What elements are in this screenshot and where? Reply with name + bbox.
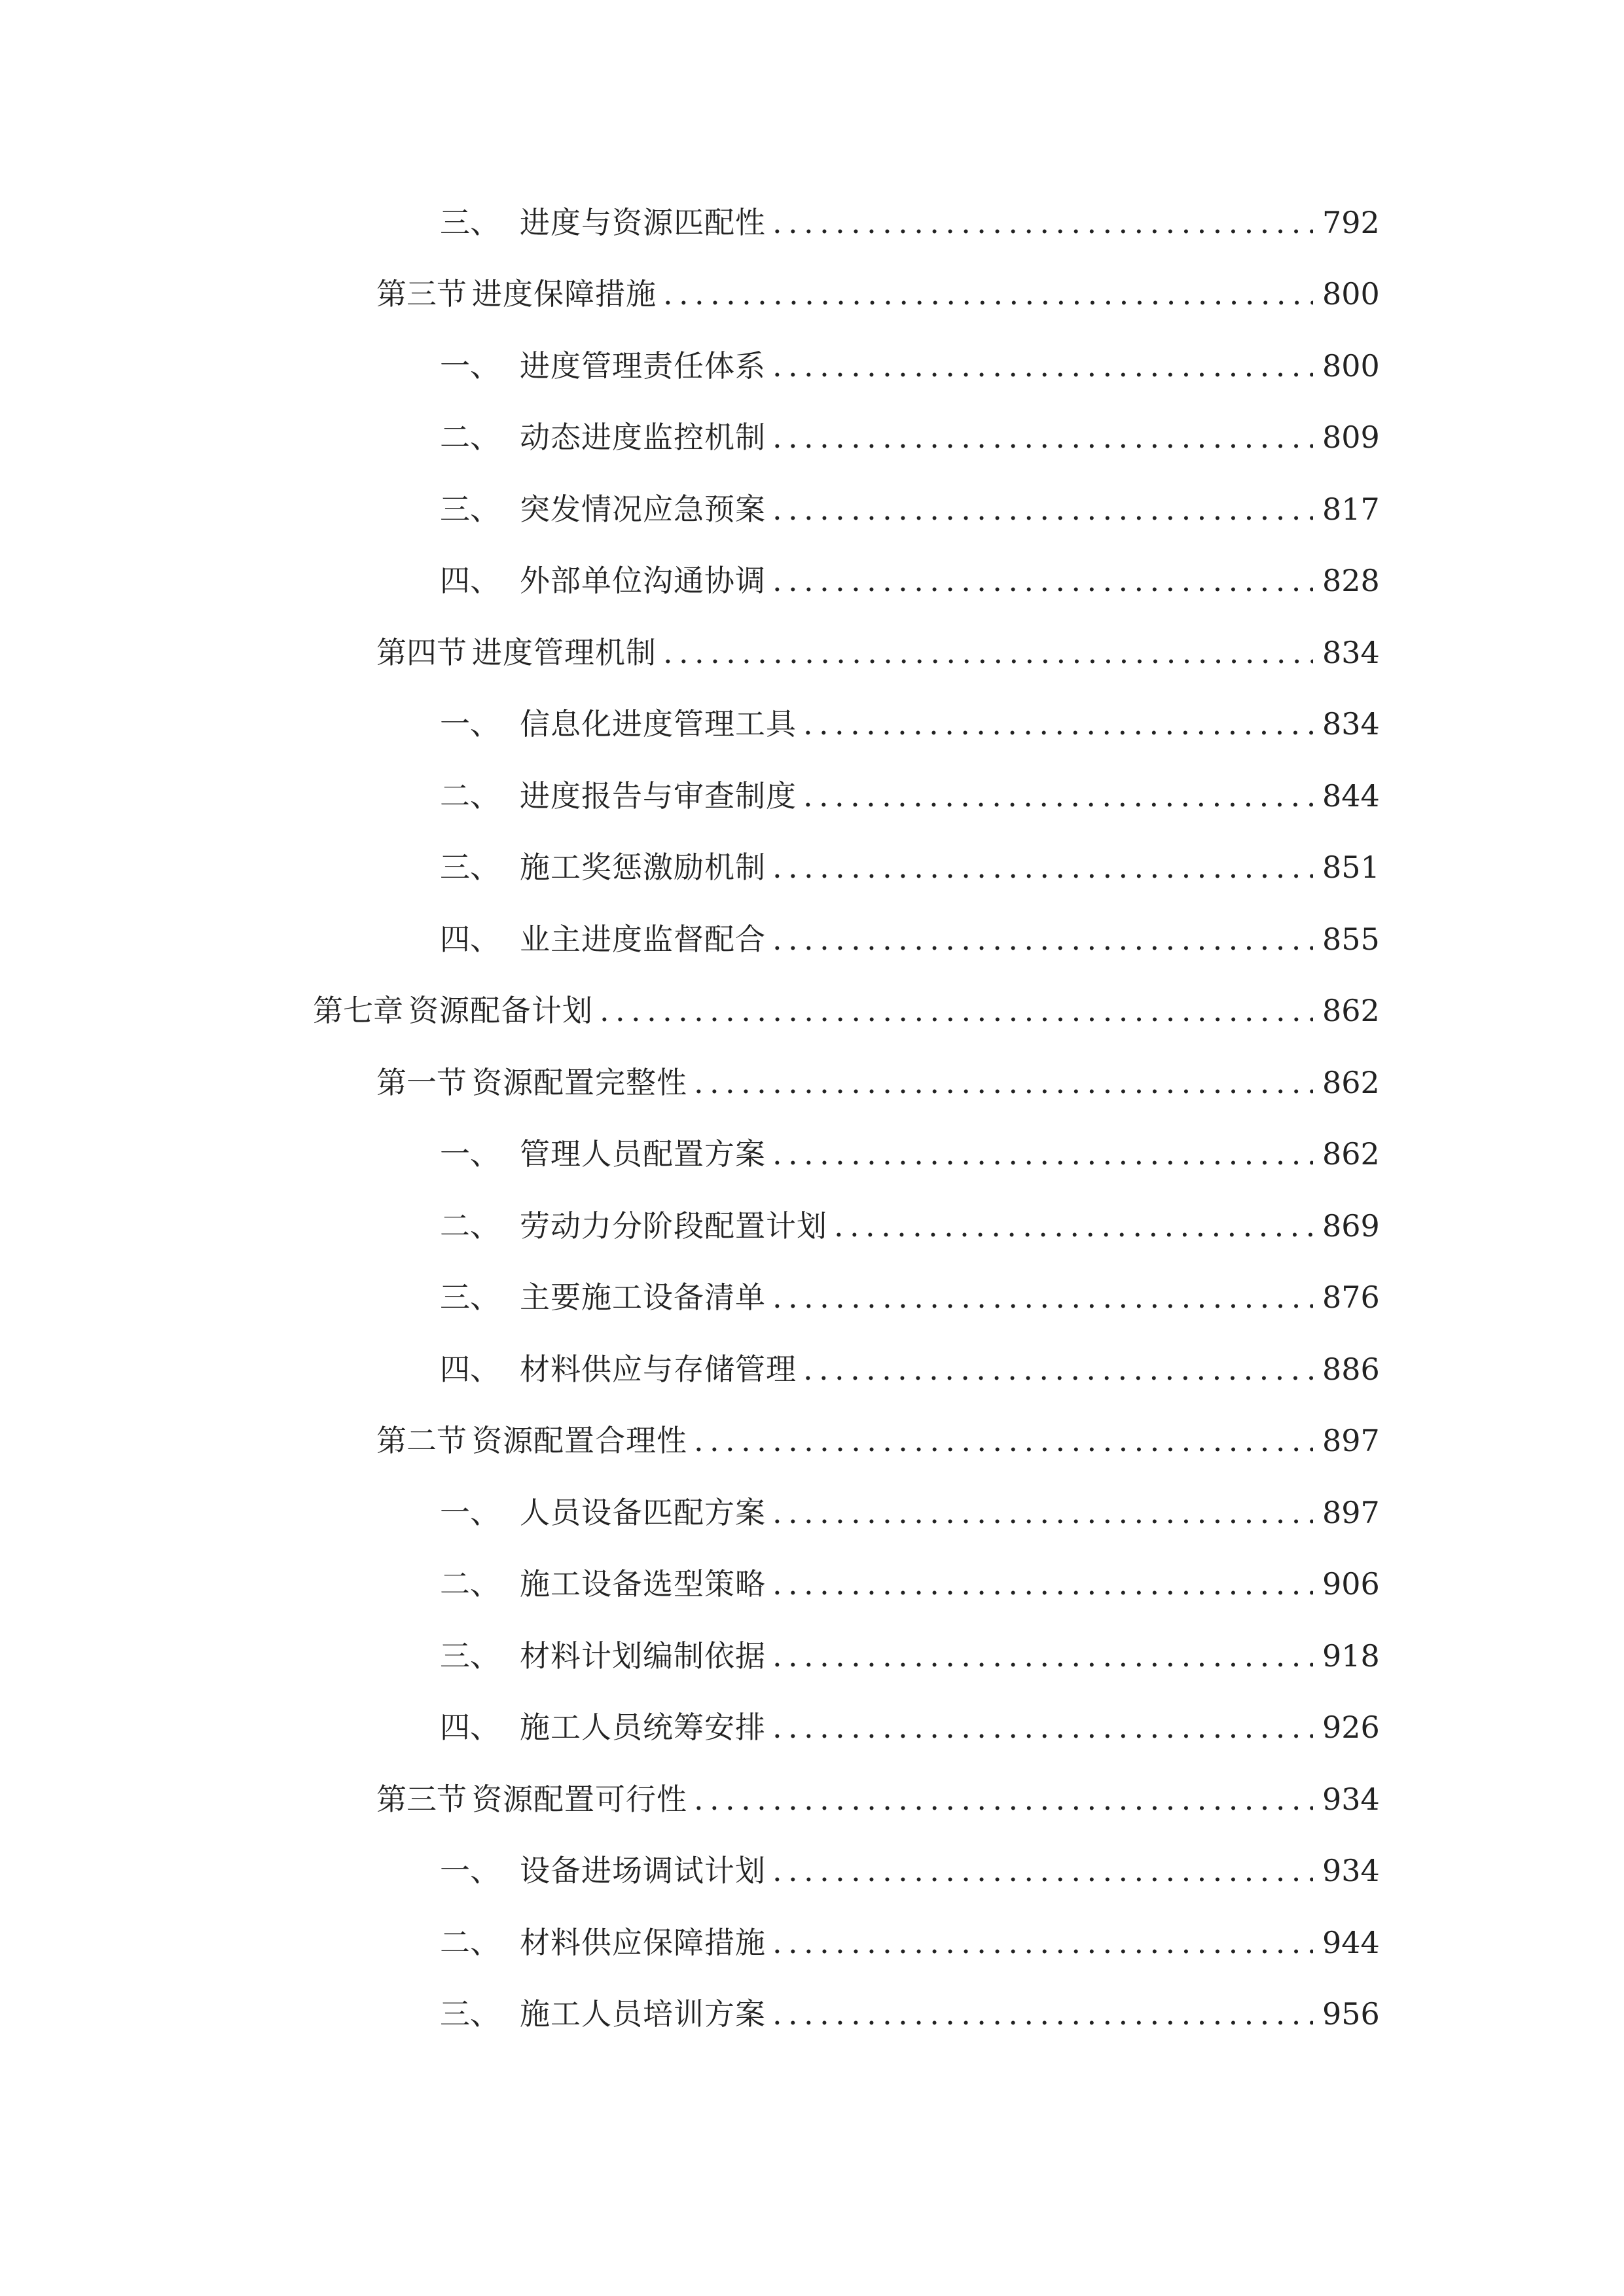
toc-entry-16[interactable] — [0, 1262, 1624, 1334]
toc-entry-23[interactable] — [0, 1763, 1624, 1835]
toc-entry-18[interactable] — [0, 1405, 1624, 1477]
toc-entry-text — [440, 921, 766, 957]
toc-dot-leader — [772, 565, 1313, 596]
toc-entry-13[interactable] — [0, 1047, 1624, 1119]
toc-dot-leader — [772, 422, 1313, 452]
toc-entry-text — [440, 420, 766, 456]
toc-dot-leader — [694, 1784, 1313, 1814]
toc-entry-title: 资源配置可行性 — [472, 1781, 687, 1817]
toc-entry-number: 四、 — [440, 1710, 500, 1746]
toc-entry-text — [440, 1494, 766, 1530]
toc-entry-8[interactable] — [0, 689, 1624, 761]
toc-entry-number: 三、 — [440, 1280, 500, 1316]
toc-dot-leader — [772, 1139, 1313, 1169]
toc-entry-22[interactable] — [0, 1692, 1624, 1764]
toc-dot-leader — [694, 1426, 1313, 1456]
toc-dot-leader — [772, 1928, 1313, 1958]
toc-entry-number: 三、 — [440, 204, 500, 240]
toc-entry-title: 管理人员配置方案 — [520, 1136, 766, 1172]
toc-entry-12[interactable] — [0, 975, 1624, 1047]
toc-dot-leader — [772, 494, 1313, 524]
toc-entry-page-number: 809 — [1322, 420, 1380, 456]
toc-entry-7[interactable] — [0, 617, 1624, 689]
toc-dot-leader — [772, 1712, 1313, 1742]
toc-entry-title: 材料计划编制依据 — [520, 1638, 766, 1674]
toc-entry-page-number: 844 — [1322, 778, 1380, 814]
toc-entry-number: 二、 — [440, 1924, 500, 1960]
toc-entry-5[interactable] — [0, 473, 1624, 545]
toc-entry-page-number: 934 — [1322, 1781, 1380, 1817]
toc-entry-17[interactable] — [0, 1333, 1624, 1405]
toc-dot-leader — [772, 1569, 1313, 1599]
toc-entry-title: 外部单位沟通协调 — [520, 563, 766, 599]
toc-entry-title: 资源配置完整性 — [472, 1064, 687, 1100]
toc-dot-leader — [772, 1498, 1313, 1528]
toc-entry-26[interactable] — [0, 1979, 1624, 2051]
toc-entry-text — [440, 1208, 827, 1244]
toc-entry-title: 人员设备匹配方案 — [520, 1494, 766, 1530]
toc-dot-leader — [803, 781, 1313, 811]
toc-entry-text — [440, 1924, 766, 1960]
toc-entry-title: 突发情况应急预案 — [520, 491, 766, 527]
toc-entry-number: 第四节 — [376, 634, 467, 670]
toc-dot-leader — [803, 1354, 1313, 1384]
toc-entry-title: 设备进场调试计划 — [520, 1853, 766, 1889]
toc-entry-text — [376, 1064, 687, 1100]
toc-entry-page-number: 926 — [1322, 1710, 1380, 1746]
toc-entry-title: 施工人员培训方案 — [520, 1996, 766, 2032]
toc-entry-title: 进度管理责任体系 — [520, 348, 766, 384]
toc-entry-number: 第一节 — [376, 1064, 467, 1100]
toc-entry-page-number: 897 — [1322, 1423, 1380, 1459]
toc-entry-title: 施工设备选型策略 — [520, 1566, 766, 1602]
toc-entry-page-number: 862 — [1322, 1136, 1380, 1172]
toc-entry-number: 四、 — [440, 563, 500, 599]
toc-dot-leader — [772, 1856, 1313, 1886]
toc-entry-title: 材料供应保障措施 — [520, 1924, 766, 1960]
toc-entry-text — [440, 563, 766, 599]
toc-entry-page-number: 869 — [1322, 1208, 1380, 1244]
toc-entry-page-number: 897 — [1322, 1494, 1380, 1530]
toc-entry-page-number: 851 — [1322, 850, 1380, 886]
toc-entry-text — [440, 850, 766, 886]
toc-entry-number: 二、 — [440, 420, 500, 456]
toc-entry-title: 动态进度监控机制 — [520, 420, 766, 456]
toc-dot-leader — [772, 207, 1313, 238]
toc-entry-page-number: 956 — [1322, 1996, 1380, 2032]
toc-entry-number: 三、 — [440, 850, 500, 886]
toc-entry-19[interactable] — [0, 1477, 1624, 1549]
toc-entry-text — [440, 1710, 766, 1746]
toc-dot-leader — [803, 709, 1313, 739]
toc-entry-title: 施工奖惩激励机制 — [520, 850, 766, 886]
toc-dot-leader — [834, 1211, 1313, 1241]
table-of-contents — [0, 187, 1624, 2050]
toc-entry-6[interactable] — [0, 545, 1624, 617]
toc-dot-leader — [772, 852, 1313, 882]
toc-entry-text — [440, 1638, 766, 1674]
toc-entry-number: 一、 — [440, 706, 500, 742]
toc-dot-leader — [772, 1641, 1313, 1671]
toc-dot-leader — [772, 924, 1313, 954]
toc-entry-title: 材料供应与存储管理 — [520, 1351, 797, 1387]
toc-entry-text — [440, 1566, 766, 1602]
toc-entry-20[interactable] — [0, 1549, 1624, 1621]
toc-entry-title: 主要施工设备清单 — [520, 1280, 766, 1316]
toc-entry-14[interactable] — [0, 1119, 1624, 1191]
toc-entry-title: 进度保障措施 — [472, 276, 657, 312]
toc-entry-page-number: 876 — [1322, 1280, 1380, 1316]
toc-dot-leader — [772, 351, 1313, 381]
toc-entry-title: 信息化进度管理工具 — [520, 706, 797, 742]
toc-entry-title: 施工人员统筹安排 — [520, 1710, 766, 1746]
toc-entry-page-number: 862 — [1322, 1064, 1380, 1100]
toc-entry-page-number: 834 — [1322, 634, 1380, 670]
toc-entry-number: 一、 — [440, 1853, 500, 1889]
toc-entry-text — [440, 1996, 766, 2032]
toc-dot-leader — [772, 1282, 1313, 1312]
toc-entry-21[interactable] — [0, 1620, 1624, 1692]
toc-entry-1[interactable] — [0, 187, 1624, 259]
toc-entry-number: 三、 — [440, 1638, 500, 1674]
toc-entry-3[interactable] — [0, 330, 1624, 402]
toc-entry-text — [440, 1853, 766, 1889]
toc-entry-number: 一、 — [440, 348, 500, 384]
toc-entry-number: 第二节 — [376, 1423, 467, 1459]
toc-entry-number: 一、 — [440, 1494, 500, 1530]
toc-entry-number: 一、 — [440, 1136, 500, 1172]
toc-entry-number: 第三节 — [376, 1781, 467, 1817]
toc-entry-title: 进度与资源匹配性 — [520, 204, 766, 240]
toc-dot-leader — [663, 637, 1313, 668]
toc-entry-text — [440, 1351, 797, 1387]
toc-entry-page-number: 944 — [1322, 1924, 1380, 1960]
toc-entry-number: 三、 — [440, 491, 500, 527]
toc-entry-number: 三、 — [440, 1996, 500, 2032]
toc-entry-10[interactable] — [0, 832, 1624, 904]
toc-entry-text — [376, 1423, 687, 1459]
toc-entry-number: 第七章 — [313, 993, 403, 1029]
toc-entry-text — [440, 1136, 766, 1172]
toc-entry-11[interactable] — [0, 903, 1624, 975]
toc-entry-page-number: 886 — [1322, 1351, 1380, 1387]
toc-entry-page-number: 800 — [1322, 276, 1380, 312]
toc-entry-text — [440, 204, 766, 240]
toc-entry-24[interactable] — [0, 1835, 1624, 1907]
toc-entry-page-number: 934 — [1322, 1853, 1380, 1889]
toc-entry-title: 劳动力分阶段配置计划 — [520, 1208, 827, 1244]
toc-entry-text — [376, 1781, 687, 1817]
toc-entry-page-number: 906 — [1322, 1566, 1380, 1602]
toc-entry-page-number: 855 — [1322, 921, 1380, 957]
toc-entry-page-number: 817 — [1322, 491, 1380, 527]
toc-entry-page-number: 828 — [1322, 563, 1380, 599]
toc-entry-text — [440, 706, 797, 742]
toc-entry-page-number: 862 — [1322, 993, 1380, 1029]
toc-entry-number: 第三节 — [376, 276, 467, 312]
toc-entry-text — [440, 491, 766, 527]
toc-entry-text — [313, 993, 593, 1029]
toc-dot-leader — [772, 1999, 1313, 2029]
toc-entry-title: 业主进度监督配合 — [520, 921, 766, 957]
toc-entry-number: 四、 — [440, 921, 500, 957]
toc-dot-leader — [663, 279, 1313, 309]
toc-entry-15[interactable] — [0, 1190, 1624, 1262]
toc-entry-page-number: 918 — [1322, 1638, 1380, 1674]
toc-entry-4[interactable] — [0, 402, 1624, 474]
toc-entry-25[interactable] — [0, 1907, 1624, 1979]
toc-entry-text — [440, 348, 766, 384]
toc-entry-text — [376, 276, 657, 312]
toc-entry-title: 进度报告与审查制度 — [520, 778, 797, 814]
toc-entry-2[interactable] — [0, 259, 1624, 331]
toc-dot-leader — [600, 996, 1313, 1026]
toc-entry-number: 二、 — [440, 1208, 500, 1244]
toc-entry-page-number: 834 — [1322, 706, 1380, 742]
toc-dot-leader — [694, 1067, 1313, 1098]
toc-entry-title: 资源配置合理性 — [472, 1423, 687, 1459]
toc-entry-9[interactable] — [0, 760, 1624, 832]
toc-entry-text — [440, 778, 797, 814]
toc-entry-page-number: 800 — [1322, 348, 1380, 384]
toc-entry-page-number: 792 — [1322, 204, 1380, 240]
toc-entry-text — [440, 1280, 766, 1316]
toc-entry-text — [376, 634, 657, 670]
toc-entry-title: 进度管理机制 — [472, 634, 657, 670]
toc-entry-number: 二、 — [440, 778, 500, 814]
toc-entry-number: 二、 — [440, 1566, 500, 1602]
toc-entry-title: 资源配备计划 — [408, 993, 593, 1029]
toc-entry-number: 四、 — [440, 1351, 500, 1387]
